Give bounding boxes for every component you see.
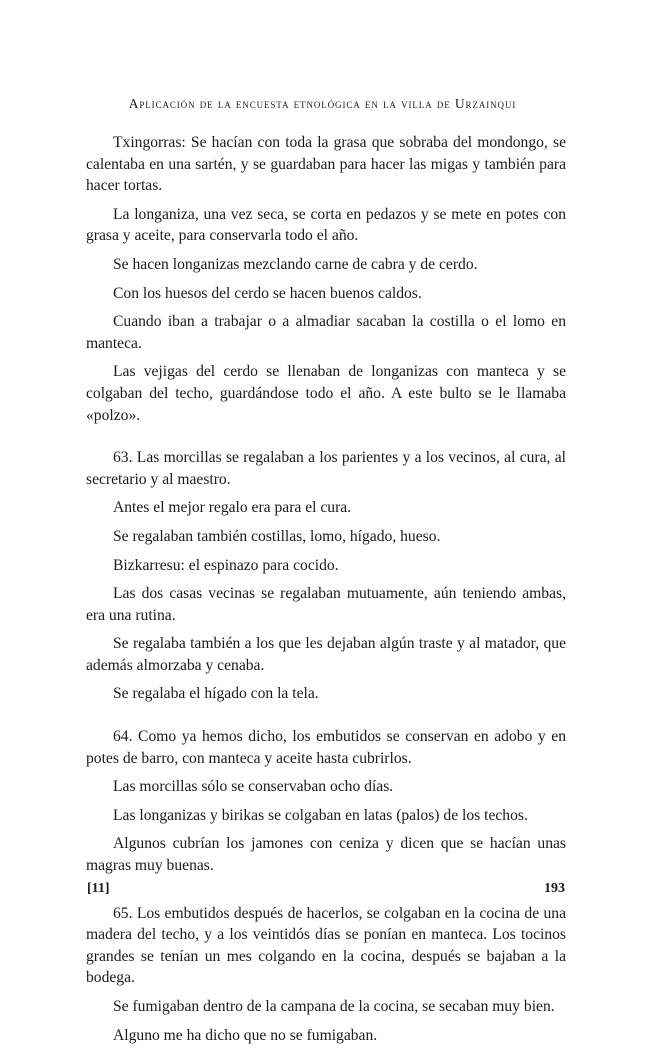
paragraph: Con los huesos del cerdo se hacen buenos caldos. (113, 284, 422, 302)
signature-mark: [11] (87, 881, 110, 896)
paragraph: La longaniza, una vez seca, se corta en pedazos y se mete en potes con grasa y aceite, para conservarla todo el año. (86, 205, 566, 245)
paragraph: Antes el mejor regalo era para el cura. (113, 499, 352, 517)
paragraph: Se hacen longanizas mezclando carne de cabra y de cerdo. (113, 255, 478, 273)
page-number: 193 (544, 881, 565, 896)
paragraph: Txingorras: Se hacían con toda la grasa que sobraba del mondongo, se calentaba en una sartén, y se guardaban para hacer las migas y también para hacer tortas. (86, 134, 566, 195)
paragraph: Las longanizas y birikas se colgaban en latas (palos) de los techos. (113, 806, 528, 824)
paragraph: Algunos cubrían los jamones con ceniza y dicen que se hacían unas magras muy buenas. (86, 835, 566, 875)
paragraph: Bizkarresu: el espinazo para cocido. (113, 556, 339, 574)
paragraph: Se fumigaban dentro de la campana de la cocina, se secaban muy bien. (113, 998, 555, 1015)
paragraph: Alguno me ha dicho que no se fumigaban. (113, 1026, 378, 1044)
paragraph: Cuando iban a trabajar o a almadiar sacaban la costilla o el lomo en manteca. (86, 313, 566, 352)
section-65-paragraph: 65. Los embutidos después de hacerlos, se colgaban en la cocina de una madera del techo, y a los veintidós días se ponían en manteca. Los tocinos grandes se tenían un mes colgando en la cocina, después se bajaban a la bodega. (86, 904, 566, 987)
paragraph: Se regalaba también a los que les dejaban algún traste y al matador, que además almorzaba y cenaba. (86, 635, 566, 674)
paragraph: Se regalaban también costillas, lomo, hígado, hueso. (113, 527, 441, 545)
paragraph: Las vejigas del cerdo se llenaban de longanizas con manteca y se colgaban del techo, guardándose todo el año. A este bulto se le llamaba «polzo». (86, 363, 566, 424)
page-body (86, 132, 566, 1053)
paragraph: Se regalaba el hígado con la tela. (113, 685, 319, 703)
section-63-paragraph: 63. Las morcillas se regalaban a los parientes y a los vecinos, al cura, al secretario y al maestro. (86, 449, 566, 488)
paragraph: Las dos casas vecinas se regalaban mutuamente, aún teniendo ambas, era una rutina. (86, 585, 566, 624)
running-header: Aplicación de la encuesta etnológica en la villa de Urzainqui (128, 96, 517, 111)
paragraph: Las morcillas sólo se conservaban ocho días. (113, 778, 394, 796)
section-64-paragraph: 64. Como ya hemos dicho, los embutidos se conservan en adobo y en potes de barro, con manteca y aceite hasta cubrirlos. (86, 728, 566, 767)
